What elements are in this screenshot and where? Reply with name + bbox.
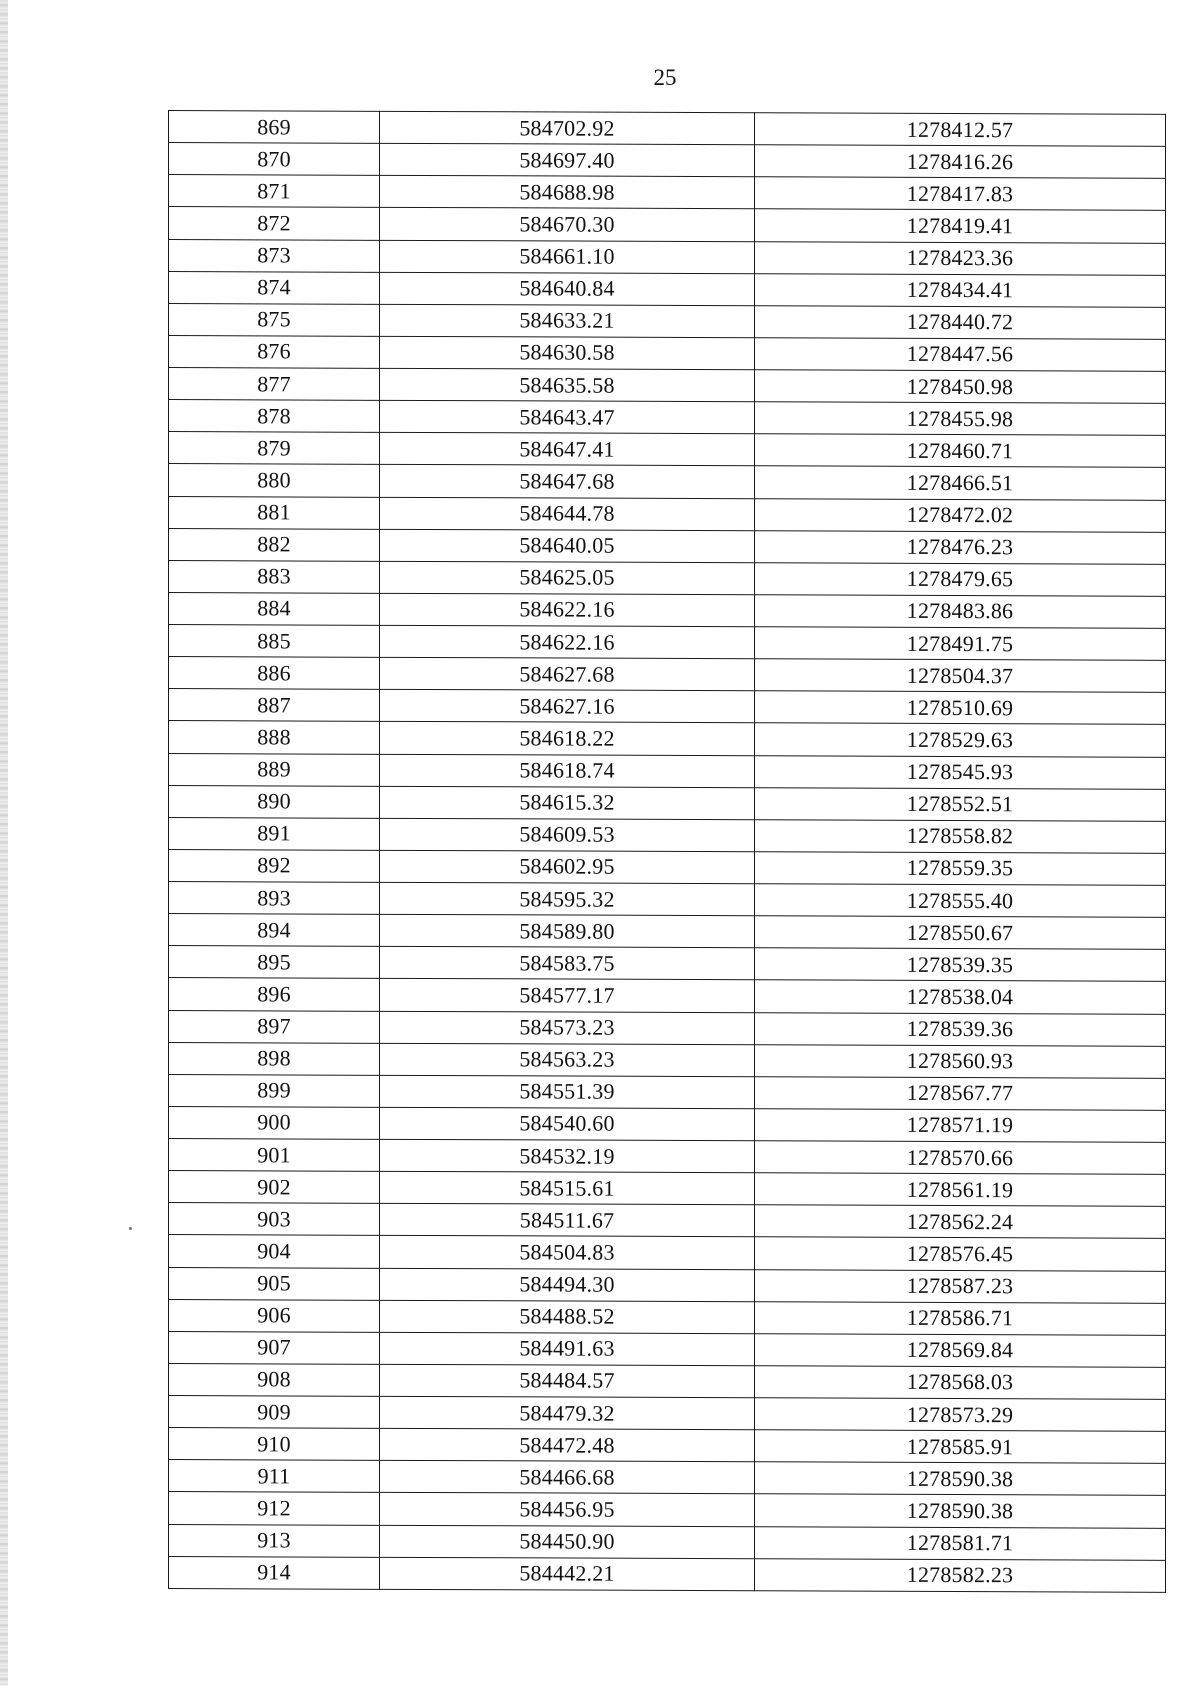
table-row (169, 528, 1166, 564)
y-coordinate-cell: 1278561.19 (755, 1173, 1166, 1207)
x-coordinate-cell: 584472.48 (380, 1428, 755, 1462)
y-coordinate-cell: 1278581.71 (755, 1526, 1166, 1560)
table-row (169, 207, 1166, 243)
y-coordinate-cell: 1278466.51 (755, 466, 1166, 500)
table-row (169, 1363, 1166, 1399)
x-coordinate-cell: 584589.80 (380, 914, 755, 948)
x-coordinate-cell: 584622.16 (380, 625, 755, 659)
x-coordinate-cell: 584622.16 (380, 593, 755, 627)
point-number-cell: 886 (169, 657, 380, 690)
point-number-cell: 872 (169, 207, 380, 240)
table-row (169, 1171, 1166, 1207)
x-coordinate-cell: 584488.52 (380, 1300, 755, 1334)
scan-speck (129, 1227, 132, 1230)
point-number-cell: 879 (169, 432, 380, 465)
table-row (169, 1139, 1166, 1175)
table-row (169, 785, 1166, 821)
y-coordinate-cell: 1278447.56 (755, 338, 1166, 372)
point-number-cell: 881 (169, 496, 380, 529)
x-coordinate-cell: 584625.05 (380, 561, 755, 595)
table-row (169, 432, 1166, 468)
y-coordinate-cell: 1278590.38 (755, 1494, 1166, 1528)
table-row (169, 175, 1166, 211)
x-coordinate-cell: 584595.32 (380, 882, 755, 916)
point-number-cell: 896 (169, 978, 380, 1011)
y-coordinate-cell: 1278582.23 (755, 1558, 1166, 1592)
x-coordinate-cell: 584633.21 (380, 304, 755, 338)
y-coordinate-cell: 1278504.37 (755, 659, 1166, 693)
x-coordinate-cell: 584630.58 (380, 336, 755, 370)
x-coordinate-cell: 584647.68 (380, 465, 755, 499)
table-row (169, 1492, 1166, 1528)
x-coordinate-cell: 584647.41 (380, 433, 755, 467)
table-row (169, 625, 1166, 661)
y-coordinate-cell: 1278472.02 (755, 498, 1166, 532)
point-number-cell: 901 (169, 1139, 380, 1172)
x-coordinate-cell: 584563.23 (380, 1043, 755, 1077)
x-coordinate-cell: 584644.78 (380, 497, 755, 531)
point-number-cell: 912 (169, 1492, 380, 1525)
point-number-cell: 883 (169, 560, 380, 593)
x-coordinate-cell: 584456.95 (380, 1493, 755, 1527)
point-number-cell: 913 (169, 1524, 380, 1557)
scan-edge (0, 0, 8, 1686)
x-coordinate-cell: 584583.75 (380, 947, 755, 981)
y-coordinate-cell: 1278479.65 (755, 563, 1166, 597)
y-coordinate-cell: 1278555.40 (755, 884, 1166, 918)
y-coordinate-cell: 1278576.45 (755, 1237, 1166, 1271)
x-coordinate-cell: 584688.98 (380, 176, 755, 210)
x-coordinate-cell: 584627.16 (380, 690, 755, 724)
point-number-cell: 907 (169, 1331, 380, 1364)
y-coordinate-cell: 1278560.93 (755, 1044, 1166, 1078)
table-row (169, 817, 1166, 853)
point-number-cell: 898 (169, 1042, 380, 1075)
point-number-cell: 894 (169, 914, 380, 947)
point-number-cell: 905 (169, 1267, 380, 1300)
table-row (169, 1299, 1166, 1335)
point-number-cell: 876 (169, 335, 380, 368)
table-row (169, 400, 1166, 436)
coordinates-table-body (169, 111, 1166, 1593)
x-coordinate-cell: 584643.47 (380, 400, 755, 434)
y-coordinate-cell: 1278552.51 (755, 787, 1166, 821)
y-coordinate-cell: 1278434.41 (755, 273, 1166, 307)
table-row (169, 753, 1166, 789)
table-row (169, 464, 1166, 500)
x-coordinate-cell: 584670.30 (380, 208, 755, 242)
table-row (169, 111, 1166, 147)
y-coordinate-cell: 1278568.03 (755, 1366, 1166, 1400)
x-coordinate-cell: 584635.58 (380, 368, 755, 402)
table-row (169, 496, 1166, 532)
point-number-cell: 885 (169, 625, 380, 658)
x-coordinate-cell: 584442.21 (380, 1557, 755, 1591)
y-coordinate-cell: 1278586.71 (755, 1301, 1166, 1335)
y-coordinate-cell: 1278455.98 (755, 402, 1166, 436)
point-number-cell: 895 (169, 946, 380, 979)
x-coordinate-cell: 584504.83 (380, 1236, 755, 1270)
point-number-cell: 891 (169, 817, 380, 850)
table-row (169, 689, 1166, 725)
point-number-cell: 884 (169, 592, 380, 625)
x-coordinate-cell: 584577.17 (380, 979, 755, 1013)
x-coordinate-cell: 584640.84 (380, 272, 755, 306)
x-coordinate-cell: 584615.32 (380, 786, 755, 820)
point-number-cell: 888 (169, 721, 380, 754)
point-number-cell: 904 (169, 1235, 380, 1268)
point-number-cell: 910 (169, 1428, 380, 1461)
table-row (169, 946, 1166, 982)
point-number-cell: 870 (169, 143, 380, 176)
point-number-cell: 908 (169, 1363, 380, 1396)
y-coordinate-cell: 1278562.24 (755, 1205, 1166, 1239)
point-number-cell: 877 (169, 368, 380, 401)
y-coordinate-cell: 1278573.29 (755, 1398, 1166, 1432)
y-coordinate-cell: 1278529.63 (755, 723, 1166, 757)
y-coordinate-cell: 1278587.23 (755, 1269, 1166, 1303)
table-row (169, 239, 1166, 275)
x-coordinate-cell: 584466.68 (380, 1461, 755, 1495)
y-coordinate-cell: 1278412.57 (755, 113, 1166, 147)
point-number-cell: 875 (169, 303, 380, 336)
y-coordinate-cell: 1278539.36 (755, 1012, 1166, 1046)
point-number-cell: 887 (169, 689, 380, 722)
y-coordinate-cell: 1278483.86 (755, 595, 1166, 629)
y-coordinate-cell: 1278539.35 (755, 948, 1166, 982)
y-coordinate-cell: 1278476.23 (755, 530, 1166, 564)
point-number-cell: 873 (169, 239, 380, 272)
table-row (169, 1556, 1166, 1592)
point-number-cell: 889 (169, 753, 380, 786)
y-coordinate-cell: 1278570.66 (755, 1141, 1166, 1175)
y-coordinate-cell: 1278571.19 (755, 1109, 1166, 1143)
point-number-cell: 869 (169, 111, 380, 144)
point-number-cell: 890 (169, 785, 380, 818)
point-number-cell: 878 (169, 400, 380, 433)
table-row (169, 978, 1166, 1014)
y-coordinate-cell: 1278550.67 (755, 916, 1166, 950)
table-row (169, 882, 1166, 918)
x-coordinate-cell: 584479.32 (380, 1396, 755, 1430)
table-row (169, 335, 1166, 371)
coordinates-table-wrap (168, 110, 1165, 1593)
y-coordinate-cell: 1278417.83 (755, 177, 1166, 211)
y-coordinate-cell: 1278558.82 (755, 820, 1166, 854)
point-number-cell: 909 (169, 1396, 380, 1429)
y-coordinate-cell: 1278423.36 (755, 241, 1166, 275)
table-row (169, 1010, 1166, 1046)
table-row (169, 1428, 1166, 1464)
x-coordinate-cell: 584627.68 (380, 657, 755, 691)
y-coordinate-cell: 1278491.75 (755, 627, 1166, 661)
table-row (169, 1042, 1166, 1078)
table-row (169, 1074, 1166, 1110)
x-coordinate-cell: 584450.90 (380, 1525, 755, 1559)
x-coordinate-cell: 584618.22 (380, 722, 755, 756)
x-coordinate-cell: 584661.10 (380, 240, 755, 274)
point-number-cell: 893 (169, 882, 380, 915)
point-number-cell: 900 (169, 1106, 380, 1139)
table-row (169, 592, 1166, 628)
y-coordinate-cell: 1278460.71 (755, 434, 1166, 468)
x-coordinate-cell: 584494.30 (380, 1268, 755, 1302)
table-row (169, 1524, 1166, 1560)
table-row (169, 271, 1166, 307)
y-coordinate-cell: 1278569.84 (755, 1334, 1166, 1368)
y-coordinate-cell: 1278538.04 (755, 980, 1166, 1014)
table-row (169, 560, 1166, 596)
y-coordinate-cell: 1278545.93 (755, 755, 1166, 789)
point-number-cell: 892 (169, 849, 380, 882)
x-coordinate-cell: 584511.67 (380, 1204, 755, 1238)
table-row (169, 657, 1166, 693)
table-row (169, 1106, 1166, 1142)
table-row (169, 849, 1166, 885)
y-coordinate-cell: 1278416.26 (755, 145, 1166, 179)
x-coordinate-cell: 584640.05 (380, 529, 755, 563)
x-coordinate-cell: 584551.39 (380, 1075, 755, 1109)
x-coordinate-cell: 584618.74 (380, 754, 755, 788)
point-number-cell: 899 (169, 1074, 380, 1107)
x-coordinate-cell: 584484.57 (380, 1364, 755, 1398)
table-row (169, 143, 1166, 179)
x-coordinate-cell: 584609.53 (380, 818, 755, 852)
coordinates-table (168, 110, 1166, 1593)
point-number-cell: 871 (169, 175, 380, 208)
x-coordinate-cell: 584540.60 (380, 1107, 755, 1141)
point-number-cell: 882 (169, 528, 380, 561)
point-number-cell: 906 (169, 1299, 380, 1332)
point-number-cell: 914 (169, 1556, 380, 1589)
table-row (169, 1460, 1166, 1496)
y-coordinate-cell: 1278590.38 (755, 1462, 1166, 1496)
y-coordinate-cell: 1278450.98 (755, 370, 1166, 404)
point-number-cell: 903 (169, 1203, 380, 1236)
table-row (169, 1331, 1166, 1367)
table-row (169, 914, 1166, 950)
y-coordinate-cell: 1278419.41 (755, 209, 1166, 243)
table-row (169, 303, 1166, 339)
y-coordinate-cell: 1278559.35 (755, 852, 1166, 886)
table-row (169, 1267, 1166, 1303)
point-number-cell: 874 (169, 271, 380, 304)
y-coordinate-cell: 1278585.91 (755, 1430, 1166, 1464)
x-coordinate-cell: 584697.40 (380, 143, 755, 177)
x-coordinate-cell: 584573.23 (380, 1011, 755, 1045)
x-coordinate-cell: 584532.19 (380, 1139, 755, 1173)
point-number-cell: 880 (169, 464, 380, 497)
y-coordinate-cell: 1278567.77 (755, 1077, 1166, 1111)
y-coordinate-cell: 1278440.72 (755, 306, 1166, 340)
y-coordinate-cell: 1278510.69 (755, 691, 1166, 725)
point-number-cell: 897 (169, 1010, 380, 1043)
point-number-cell: 911 (169, 1460, 380, 1493)
table-row (169, 368, 1166, 404)
table-row (169, 1396, 1166, 1432)
table-row (169, 1203, 1166, 1239)
point-number-cell: 902 (169, 1171, 380, 1204)
table-row (169, 1235, 1166, 1271)
page-number: 25 (653, 65, 677, 90)
table-row (169, 721, 1166, 757)
x-coordinate-cell: 584702.92 (380, 111, 755, 145)
x-coordinate-cell: 584602.95 (380, 850, 755, 884)
x-coordinate-cell: 584491.63 (380, 1332, 755, 1366)
x-coordinate-cell: 584515.61 (380, 1171, 755, 1205)
